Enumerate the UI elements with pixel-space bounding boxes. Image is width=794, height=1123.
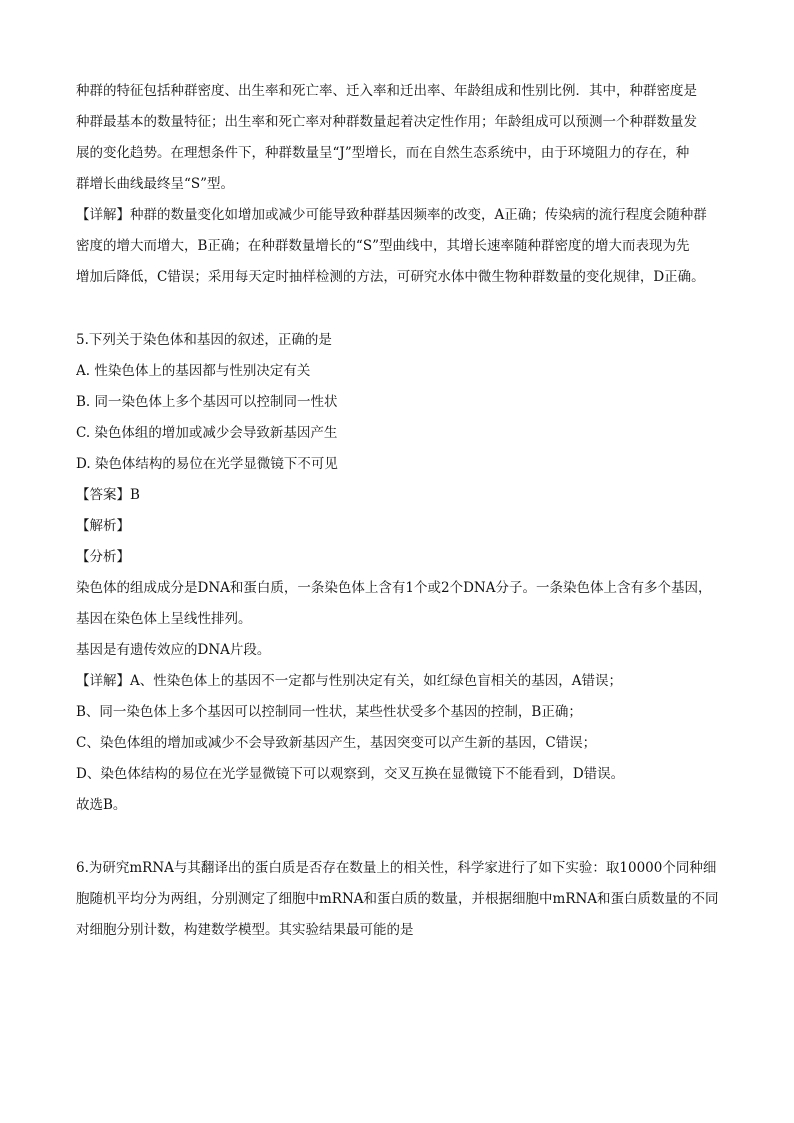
paragraph-line: 展的变化趋势。在理想条件下，种群数量呈“J”型增长，而在自然生态系统中，由于环境阻力的存在，种 xyxy=(76,145,690,161)
spacer xyxy=(76,821,726,853)
fenxi-heading: 【分析】 xyxy=(76,549,130,565)
analysis-line: 染色体的组成成分是DNA和蛋白质，一条染色体上含有1个或2个DNA分子。一条染色体上含有多个基因， xyxy=(76,580,712,596)
paragraph-line: 种群的特征包括种群密度、出生率和死亡率、迁入率和迁出率、年龄组成和性别比例．其中，种群密度是 xyxy=(76,83,697,99)
jiexi-heading: 【解析】 xyxy=(76,518,130,534)
option-c: C. 染色体组的增加或减少会导致新基因产生 xyxy=(76,425,338,441)
detail-line: 【详解】种群的数量变化如增加或减少可能导致种群基因频率的改变，A正确；传染病的流行程度会随种群 xyxy=(76,207,707,223)
question-stem: 6.为研究mRNA与其翻译出的蛋白质是否存在数量上的相关性，科学家进行了如下实验：取10000个同种细 xyxy=(76,860,717,876)
answer-label: 【答案】B xyxy=(76,487,140,503)
paragraph-line: 种群最基本的数量特征；出生率和死亡率对种群数量起着决定性作用；年龄组成可以预测一个种群数量发 xyxy=(76,114,697,130)
analysis-line: 基因是有遗传效应的DNA片段。 xyxy=(76,642,271,658)
analysis-line: 基因在染色体上呈线性排列。 xyxy=(76,611,252,627)
detail-line: D、染色体结构的易位在光学显微镜下可以观察到，交叉互换在显微镜下不能看到，D错误。 xyxy=(76,766,625,782)
q4-explanation-block xyxy=(76,76,726,293)
detail-line: 【详解】A、性染色体上的基因不一定都与性别决定有关，如红绿色盲相关的基因，A错误； xyxy=(76,673,622,689)
paragraph-line: 群增长曲线最终呈“S”型。 xyxy=(76,176,235,192)
question-stem: 胞随机平均分为两组，分别测定了细胞中mRNA和蛋白质的数量，并根据细胞中mRNA和蛋白质数量的不同 xyxy=(76,891,719,907)
conclusion-line: 故选B。 xyxy=(76,797,127,813)
option-a: A. 性染色体上的基因都与性别决定有关 xyxy=(76,363,311,379)
question-6 xyxy=(76,853,726,946)
detail-line: B、同一染色体上多个基因可以控制同一性状，某些性状受多个基因的控制，B正确； xyxy=(76,704,582,720)
question-stem: 5.下列关于染色体和基因的叙述，正确的是 xyxy=(76,332,332,348)
option-b: B. 同一染色体上多个基因可以控制同一性状 xyxy=(76,394,338,410)
detail-line: 密度的增大而增大，B正确；在种群数量增长的“S”型曲线中，其增长速率随种群密度的增大而表现为先 xyxy=(76,238,690,254)
question-stem: 对细胞分别计数，构建数学模型。其实验结果最可能的是 xyxy=(76,922,414,938)
option-d: D. 染色体结构的易位在光学显微镜下不可见 xyxy=(76,456,338,472)
spacer xyxy=(76,293,726,325)
document-page xyxy=(76,76,726,946)
detail-line: C、染色体组的增加或减少不会导致新基因产生，基因突变可以产生新的基因，C错误； xyxy=(76,735,597,751)
question-5 xyxy=(76,325,726,821)
detail-line: 增加后降低，C错误；采用每天定时抽样检测的方法，可研究水体中微生物种群数量的变化规律，D正确。 xyxy=(76,269,705,285)
